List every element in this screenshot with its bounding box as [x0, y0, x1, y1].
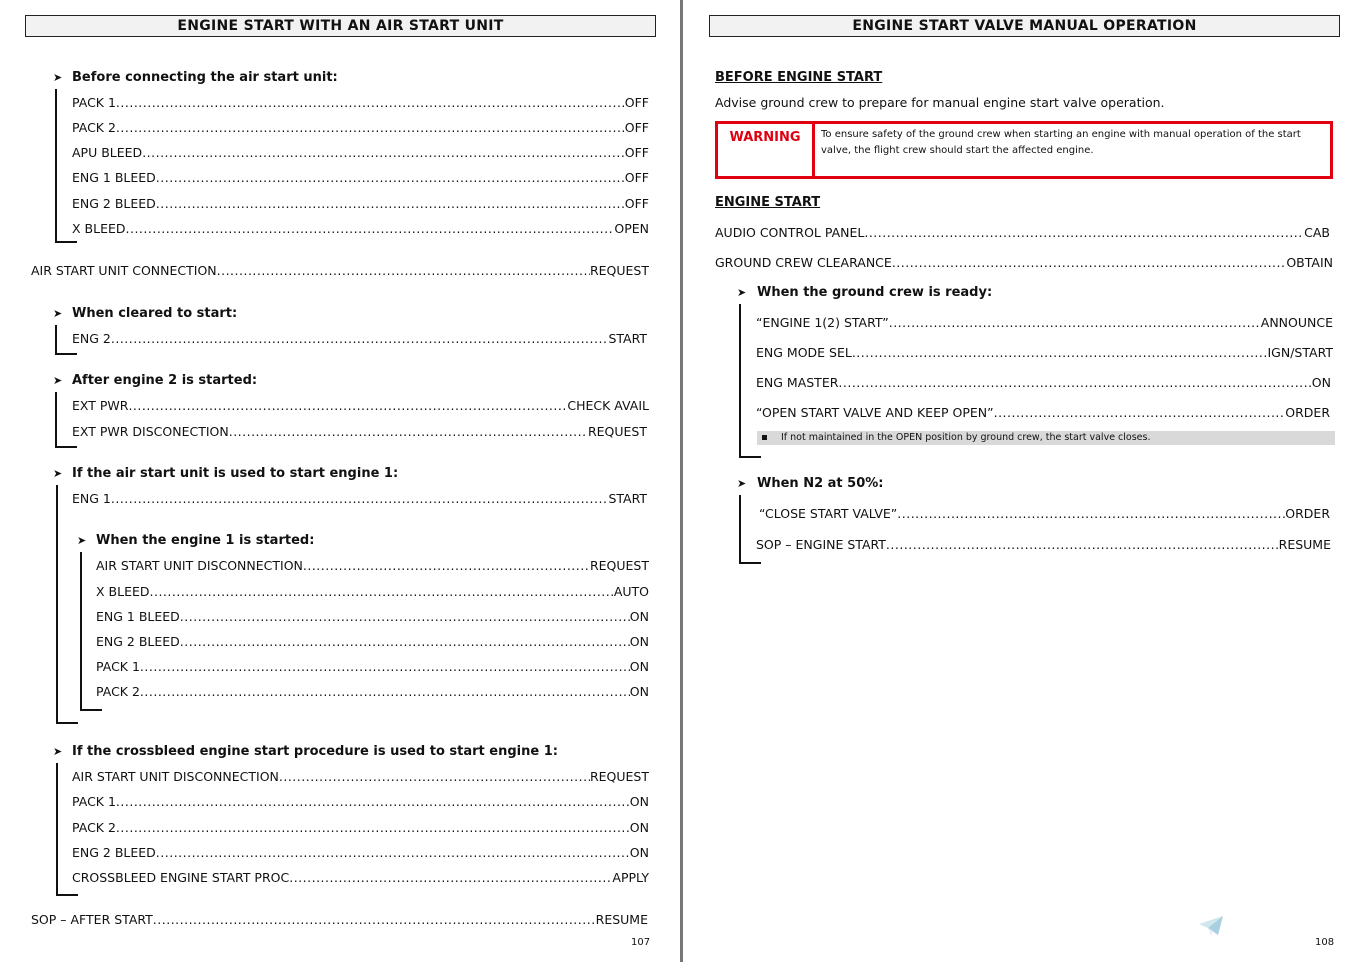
section-bracket — [55, 89, 77, 243]
section-bracket — [739, 495, 761, 564]
checklist-row: ENG 1 BLEED ..... OFF — [72, 170, 649, 186]
checklist-row: APU BLEED ..... OFF — [72, 145, 649, 161]
arrow-bullet-icon: ➤ — [737, 286, 747, 299]
checklist-row: SOP – AFTER START ..... RESUME — [31, 912, 648, 928]
checklist-row: ENG MODE SEL ..... IGN/START — [756, 345, 1333, 361]
section-heading: ENGINE START — [715, 195, 821, 210]
subsection-heading: When the engine 1 is started: — [96, 533, 315, 548]
page-107 — [0, 0, 680, 962]
note-text: If not maintained in the OPEN position by ground crew, the start valve closes. — [781, 432, 1151, 443]
checklist-row: PACK 1 ..... ON — [96, 659, 649, 675]
checklist-row: PACK 2 ..... ON — [72, 820, 649, 836]
checklist-row: PACK 2 ..... ON — [96, 684, 649, 700]
paper-plane-icon — [1198, 915, 1224, 937]
page-108 — [683, 0, 1362, 962]
checklist-row: ENG 1 BLEED ..... ON — [96, 609, 649, 625]
checklist-row: PACK 2 ..... OFF — [72, 120, 649, 136]
checklist-row: X BLEED ..... AUTO — [96, 584, 649, 600]
checklist-row: “CLOSE START VALVE” ..... ORDER — [759, 506, 1330, 522]
arrow-bullet-icon: ➤ — [53, 745, 63, 758]
checklist-row: ENG 1 ..... START — [72, 491, 647, 507]
instruction-text: Advise ground crew to prepare for manual engine start valve operation. — [715, 95, 1165, 110]
section-heading: BEFORE ENGINE START — [715, 70, 883, 85]
checklist-row: X BLEED ..... OPEN — [72, 221, 649, 237]
checklist-row: ENG 2 BLEED ..... ON — [72, 845, 649, 861]
arrow-bullet-icon: ➤ — [77, 534, 87, 547]
page-title: ENGINE START VALVE MANUAL OPERATION — [709, 15, 1340, 37]
subsection-heading: When N2 at 50%: — [757, 476, 884, 491]
checklist-row: GROUND CREW CLEARANCE ..... OBTAIN — [715, 255, 1333, 271]
checklist-row: AIR START UNIT CONNECTION ..... REQUEST — [31, 263, 649, 279]
section-heading: If the air start unit is used to start engine 1: — [72, 466, 399, 481]
checklist-row: AUDIO CONTROL PANEL ..... CAB — [715, 225, 1330, 241]
checklist-row: “OPEN START VALVE AND KEEP OPEN” ..... ORDER — [756, 405, 1330, 421]
page-title: ENGINE START WITH AN AIR START UNIT — [25, 15, 656, 37]
arrow-bullet-icon: ➤ — [53, 374, 63, 387]
section-heading: When cleared to start: — [72, 306, 238, 321]
page-number: 108 — [1315, 937, 1335, 948]
checklist-row: EXT PWR ..... CHECK AVAIL — [72, 398, 649, 414]
warning-label: WARNING — [718, 124, 815, 176]
checklist-row: ENG 2 ..... START — [72, 331, 647, 347]
arrow-bullet-icon: ➤ — [737, 477, 747, 490]
arrow-bullet-icon: ➤ — [53, 467, 63, 480]
checklist-row: EXT PWR DISCONECTION ..... REQUEST — [72, 424, 647, 440]
section-bracket — [56, 485, 78, 724]
checklist-row: “ENGINE 1(2) START” ..... ANNOUNCE — [756, 315, 1333, 331]
section-heading: Before connecting the air start unit: — [72, 70, 338, 85]
checklist-row: PACK 1 ..... ON — [72, 794, 649, 810]
note-box — [757, 431, 1335, 445]
section-heading: After engine 2 is started: — [72, 373, 258, 388]
checklist-row: ENG 2 BLEED ..... OFF — [72, 196, 649, 212]
warning-text: To ensure safety of the ground crew when starting an engine with manual operation of the start valve, the flight crew should start the affected engine. — [821, 129, 1301, 156]
square-bullet-icon — [762, 435, 767, 440]
checklist-row: AIR START UNIT DISCONNECTION ..... REQUEST — [72, 769, 649, 785]
arrow-bullet-icon: ➤ — [53, 307, 63, 320]
arrow-bullet-icon: ➤ — [53, 71, 63, 84]
checklist-row: ENG 2 BLEED ..... ON — [96, 634, 649, 650]
checklist-row: AIR START UNIT DISCONNECTION ..... REQUEST — [96, 558, 649, 574]
section-heading: If the crossbleed engine start procedure is used to start engine 1: — [72, 744, 558, 759]
checklist-row: ENG MASTER ..... ON — [756, 375, 1331, 391]
warning-box — [715, 121, 1333, 179]
checklist-row: PACK 1 ..... OFF — [72, 95, 649, 111]
page-number: 107 — [631, 937, 651, 948]
checklist-row: CROSSBLEED ENGINE START PROC ..... APPLY — [72, 870, 649, 886]
checklist-row: SOP – ENGINE START ..... RESUME — [756, 537, 1331, 553]
subsection-heading: When the ground crew is ready: — [757, 285, 993, 300]
